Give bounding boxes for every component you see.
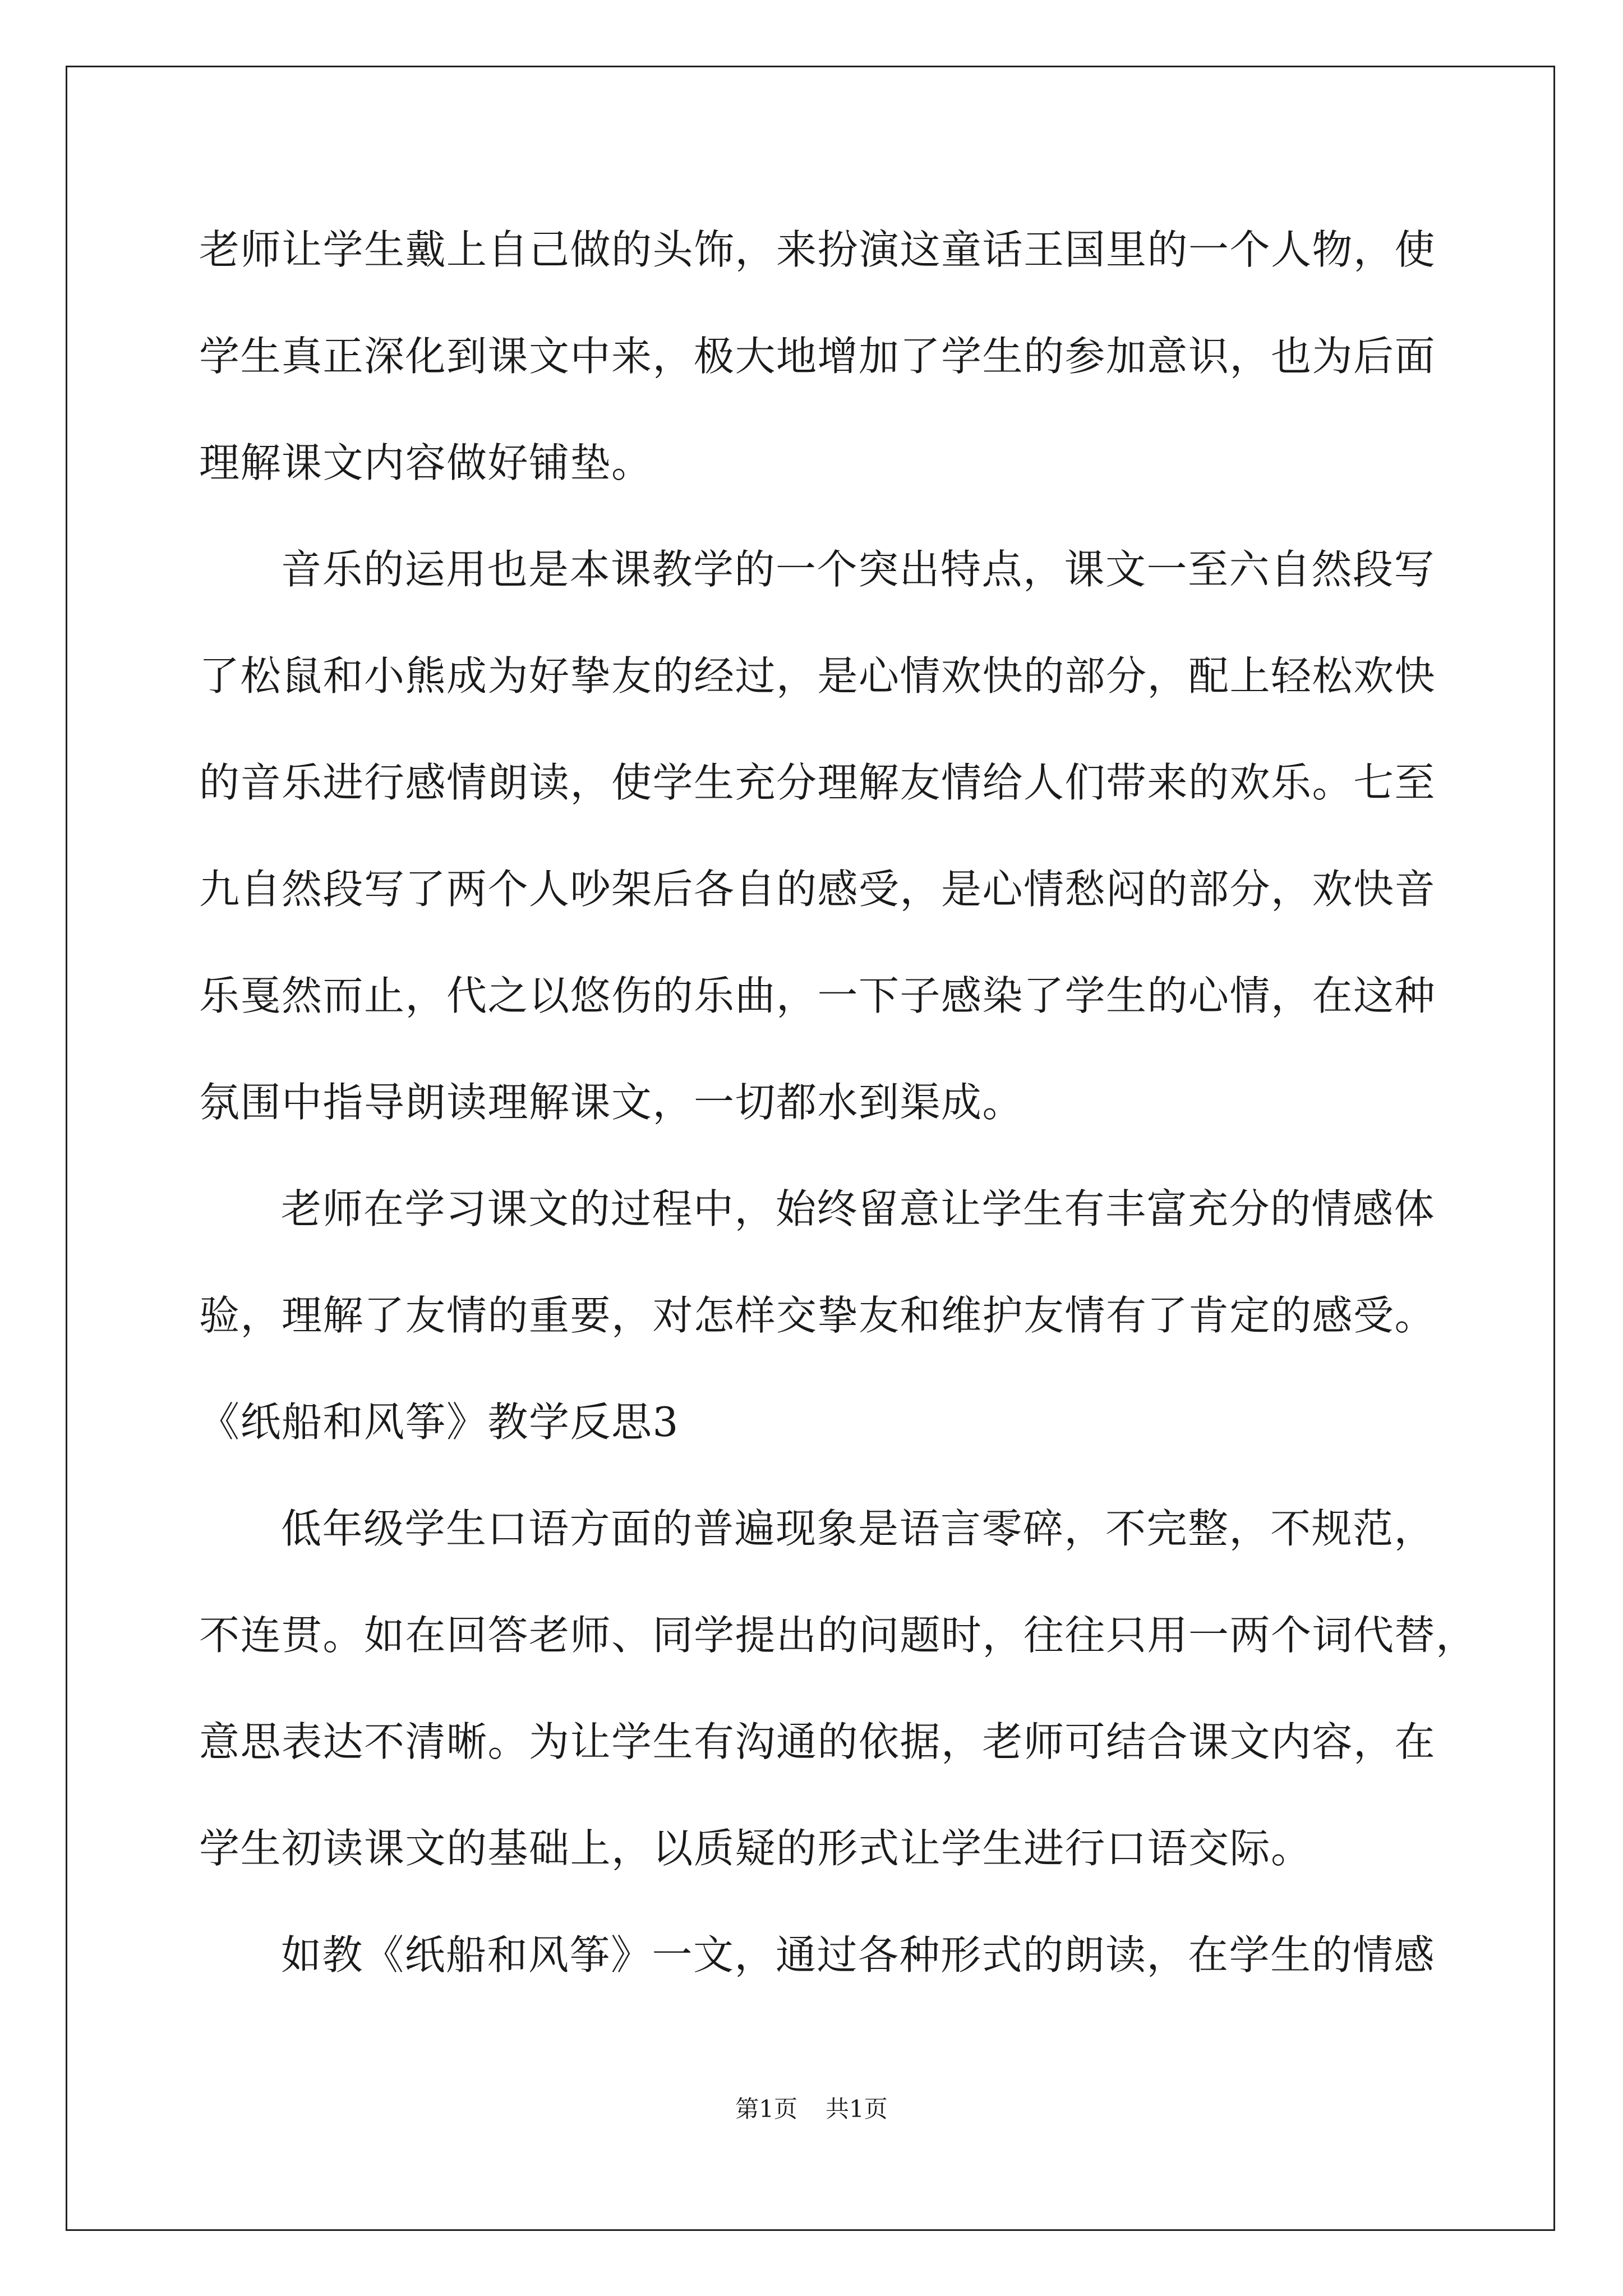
document-body: [199, 208, 1477, 2019]
text-line: 如教《纸船和风筝》一文，通过各种形式的朗读，在学生的情感: [281, 1931, 1436, 1978]
text-line: 学生初读课文的基础上，以质疑的形式让学生进行口语交际。: [199, 1825, 1312, 1872]
page-total: 共1页: [826, 2095, 888, 2123]
text-line: 了松鼠和小熊成为好挚友的经过，是心情欢快的部分，配上轻松欢快: [199, 652, 1436, 700]
text-line: 低年级学生口语方面的普遍现象是语言零碎，不完整，不规范，: [281, 1505, 1436, 1552]
text-line: 验，理解了友情的重要，对怎样交挚友和维护友情有了肯定的感受。: [199, 1292, 1436, 1339]
page-footer: [0, 2092, 1623, 2126]
text-line: 音乐的运用也是本课教学的一个突出特点，课文一至六自然段写: [281, 546, 1436, 593]
page-number: 第1页: [735, 2095, 797, 2123]
text-line: 乐戛然而止，代之以悠伤的乐曲，一下子感染了学生的心情，在这种: [199, 972, 1436, 1019]
text-line: 意思表达不清晰。为让学生有沟通的依据，老师可结合课文内容，在: [199, 1718, 1436, 1765]
text-line: 学生真正深化到课文中来，极大地增加了学生的参加意识，也为后面: [199, 333, 1436, 380]
text-line: 的音乐进行感情朗读，使学生充分理解友情给人们带来的欢乐。七至: [199, 759, 1436, 806]
text-line: 老师在学习课文的过程中，始终留意让学生有丰富充分的情感体: [281, 1185, 1436, 1232]
text-line: 氛围中指导朗读理解课文，一切都水到渠成。: [199, 1079, 1024, 1126]
text-line: 九自然段写了两个人吵架后各自的感受，是心情愁闷的部分，欢快音: [199, 866, 1436, 913]
text-line: 理解课文内容做好铺垫。: [199, 439, 653, 486]
text-line: 老师让学生戴上自己做的头饰，来扮演这童话王国里的一个人物，使: [199, 226, 1436, 273]
text-line: 不连贯。如在回答老师、同学提出的问题时，往往只用一两个词代替，: [199, 1612, 1477, 1659]
section-heading: 《纸船和风筝》教学反思3: [199, 1398, 679, 1446]
